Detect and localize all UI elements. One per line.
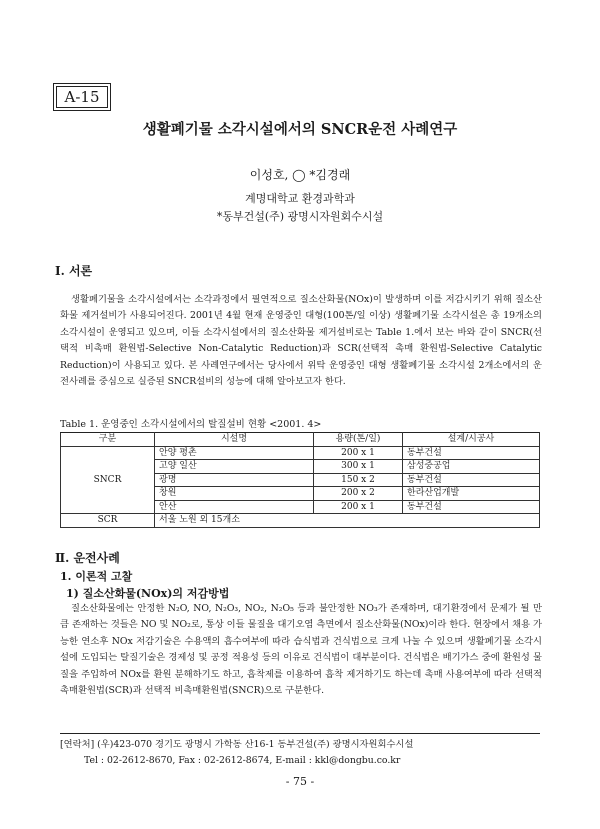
authors: 이성호, ◯ *김경래 (249, 168, 351, 182)
affiliation-2: *동부건설(주) 광명시자원회수시설 (216, 210, 384, 223)
table-cell-sncr: SNCR (61, 446, 155, 514)
table-row (61, 514, 540, 528)
table-1-caption: Table 1. 운영중인 소각시설에서의 탈질설비 현황 <2001. 4> (60, 419, 322, 430)
section-1-body (60, 292, 542, 390)
contact-phone-email: Tel : 02-2612-8670, Fax : 02-2612-8674, E-mail : kkl@dongbu.co.kr (84, 755, 401, 766)
page-number: - 75 - (285, 775, 315, 788)
table-cell-name: 광명 (155, 473, 314, 487)
table-header-type: 구분 (61, 433, 155, 447)
table-cell-capacity: 200 x 2 (314, 487, 403, 501)
section-2-heading: Ⅱ. 운전사례 (55, 551, 120, 565)
section-1-paragraph: 생활폐기물을 소각시설에서는 소각과정에서 필연적으로 질소산화물(NOx)이 발생하며 이를 저감시키기 위해 질소산화물 제거설비가 사용되어진다. 2001년 4월 현재 운영중인 대형(100톤/일 이상) 생활폐기물 소각시설은 총 19개소의 소각시설이 운영되고 있으며, 이들 소각시설에서의 질소산화물 제거설비로는 Table 1.에서 보는 바와 같이 SNCR(선택적 비촉매 환원법-Selective Non-Catalytic Reduction)과 SCR(선택적 촉매 환원법-Selective Catalytic Reduction)이 사용되고 있다. 본 사례연구에서는 당사에서 위탁 운영중인 대형 생활폐기물 소각시설 2개소에서의 운전사례를 중심으로 실증된 SNCR설비의 성능에 대해 알아보고자 한다. (60, 294, 542, 388)
table-cell-capacity: 300 x 1 (314, 460, 403, 474)
table-cell-scr-facilities: 서울 노원 외 15개소 (155, 514, 540, 528)
table-header-company: 설계/시공사 (403, 433, 540, 447)
section-2-body (60, 601, 542, 699)
table-1 (60, 432, 540, 528)
contact-address: [연락처] (우)423-070 경기도 광명시 가학동 산16-1 동부건설(주) 광명시자원회수시설 (60, 739, 414, 750)
section-1-heading: Ⅰ. 서론 (55, 264, 93, 278)
table-cell-company: 동부건설 (403, 473, 540, 487)
table-cell-company: 한라산업개발 (403, 487, 540, 501)
table-cell-name: 창원 (155, 487, 314, 501)
paper-code: A-15 (53, 83, 111, 111)
contact-info (60, 733, 540, 769)
table-cell-name: 고양 일산 (155, 460, 314, 474)
table-cell-name: 안산 (155, 500, 314, 514)
paper-title: 생활폐기물 소각시설에서의 SNCR운전 사례연구 (142, 121, 458, 138)
table-header-facility: 시설명 (155, 433, 314, 447)
table-cell-company: 동부건설 (403, 500, 540, 514)
table-header-capacity: 용량(톤/일) (314, 433, 403, 447)
table-cell-scr: SCR (61, 514, 155, 528)
affiliation-1: 계명대학교 환경과학과 (245, 192, 355, 205)
subsection-1-1-heading: 1) 질소산화물(NOx)의 저감방법 (66, 587, 230, 600)
table-cell-company: 삼성중공업 (403, 460, 540, 474)
table-cell-name: 안양 평촌 (155, 446, 314, 460)
table-cell-capacity: 150 x 2 (314, 473, 403, 487)
table-cell-capacity: 200 x 1 (314, 500, 403, 514)
table-cell-company: 동부건설 (403, 446, 540, 460)
table-cell-capacity: 200 x 1 (314, 446, 403, 460)
subsection-1-heading: 1. 이론적 고찰 (60, 570, 133, 583)
section-2-paragraph: 질소산화물에는 안정한 N₂O, NO, N₂O₃, NO₂, N₂O₅ 등과 불안정한 NO₃가 존재하며, 대기환경에서 문제가 될 만큼 존재하는 것들은 NO 및 NO₂로, 통상 이들 물질을 대기오염 측면에서 질소산화물(NOx)이라 한다. 현장에서 채용 가능한 연소후 NOx 저감기술은 수용액의 흡수여부에 따라 습식법과 건식법으로 크게 나눌 수 있으며 생활폐기물 소각시설에 도입되는 탈질기술은 경제성 및 공정 적용성 등의 이유로 건식법이 대부분이다. 건식법은 배기가스 중에 환원성 물질을 주입하여 NOx를 환원 분해하기도 하고, 흡착제를 이용하여 흡착 제거하기도 하는데 촉매 사용여부에 따라 선택적 촉매환원법(SCR)과 선택적 비촉매환원법(SNCR)으로 구분한다. (60, 603, 542, 697)
table-row (61, 446, 540, 460)
